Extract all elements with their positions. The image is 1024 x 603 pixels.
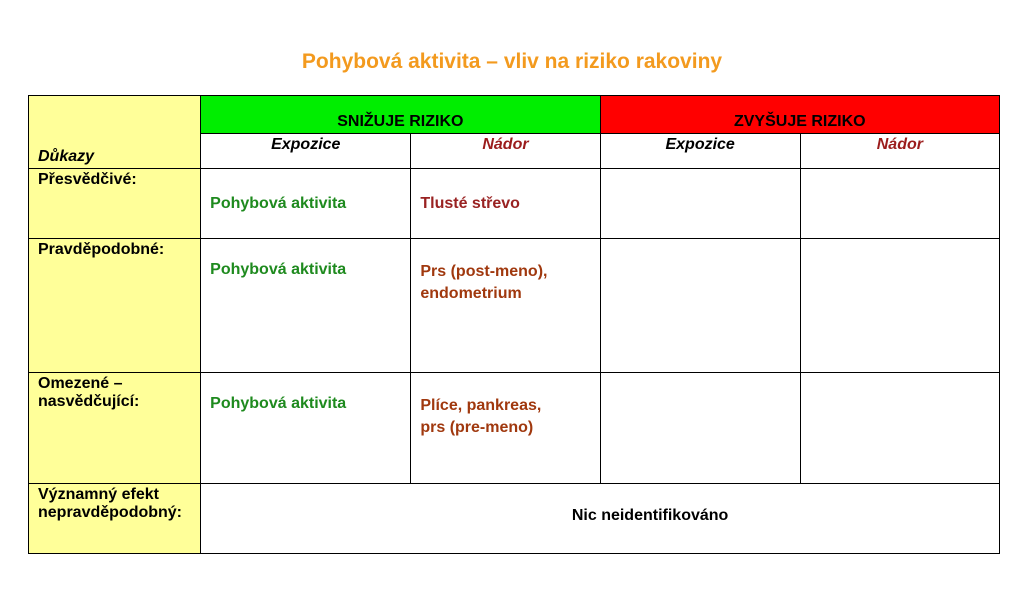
summary-cell: Nic neidentifikováno bbox=[201, 484, 1000, 554]
slide-title: Pohybová aktivita – vliv na riziko rakoviny bbox=[301, 50, 723, 73]
increases-risk-header: ZVYŠUJE RIZIKO bbox=[600, 96, 999, 134]
tumor-line: prs (pre-meno) bbox=[420, 419, 534, 436]
evidence-header-cell bbox=[29, 96, 201, 169]
evidence-label bbox=[29, 373, 201, 484]
table-row bbox=[29, 169, 1000, 239]
evidence-header: Důkazy bbox=[38, 148, 95, 165]
tumor-subheader-increase: Nádor bbox=[800, 134, 999, 169]
increase-exposure-cell bbox=[600, 169, 800, 239]
evidence-label bbox=[29, 484, 201, 554]
increase-tumor-cell bbox=[800, 239, 999, 373]
evidence-line: nepravděpodobný: bbox=[38, 504, 183, 521]
tumor-cell bbox=[411, 239, 600, 373]
increase-tumor-cell bbox=[800, 169, 999, 239]
decreases-risk-header: SNIŽUJE RIZIKO bbox=[201, 96, 600, 134]
exposure-subheader-decrease: Expozice bbox=[201, 134, 411, 169]
evidence-line: nasvědčující: bbox=[38, 393, 140, 410]
evidence-line: Významný efekt bbox=[38, 486, 159, 503]
exposure-cell: Pohybová aktivita bbox=[201, 373, 411, 484]
header-row bbox=[29, 96, 1000, 134]
evidence-label: Přesvědčivé: bbox=[29, 169, 201, 239]
table-row bbox=[29, 484, 1000, 554]
exposure-cell: Pohybová aktivita bbox=[201, 239, 411, 373]
increase-exposure-cell bbox=[600, 373, 800, 484]
tumor-line: endometrium bbox=[420, 285, 522, 302]
tumor-subheader-decrease: Nádor bbox=[411, 134, 600, 169]
exposure-cell: Pohybová aktivita bbox=[201, 169, 411, 239]
exposure-subheader-increase: Expozice bbox=[600, 134, 800, 169]
evidence-table bbox=[28, 95, 1000, 554]
tumor-cell: Tlusté střevo bbox=[411, 169, 600, 239]
evidence-line: Omezené – bbox=[38, 375, 123, 392]
tumor-line: Prs (post-meno), bbox=[420, 263, 548, 280]
evidence-label: Pravděpodobné: bbox=[29, 239, 201, 373]
tumor-line: Plíce, pankreas, bbox=[420, 397, 542, 414]
increase-exposure-cell bbox=[600, 239, 800, 373]
table-row bbox=[29, 239, 1000, 373]
increase-tumor-cell bbox=[800, 373, 999, 484]
tumor-cell bbox=[411, 373, 600, 484]
table-row bbox=[29, 373, 1000, 484]
